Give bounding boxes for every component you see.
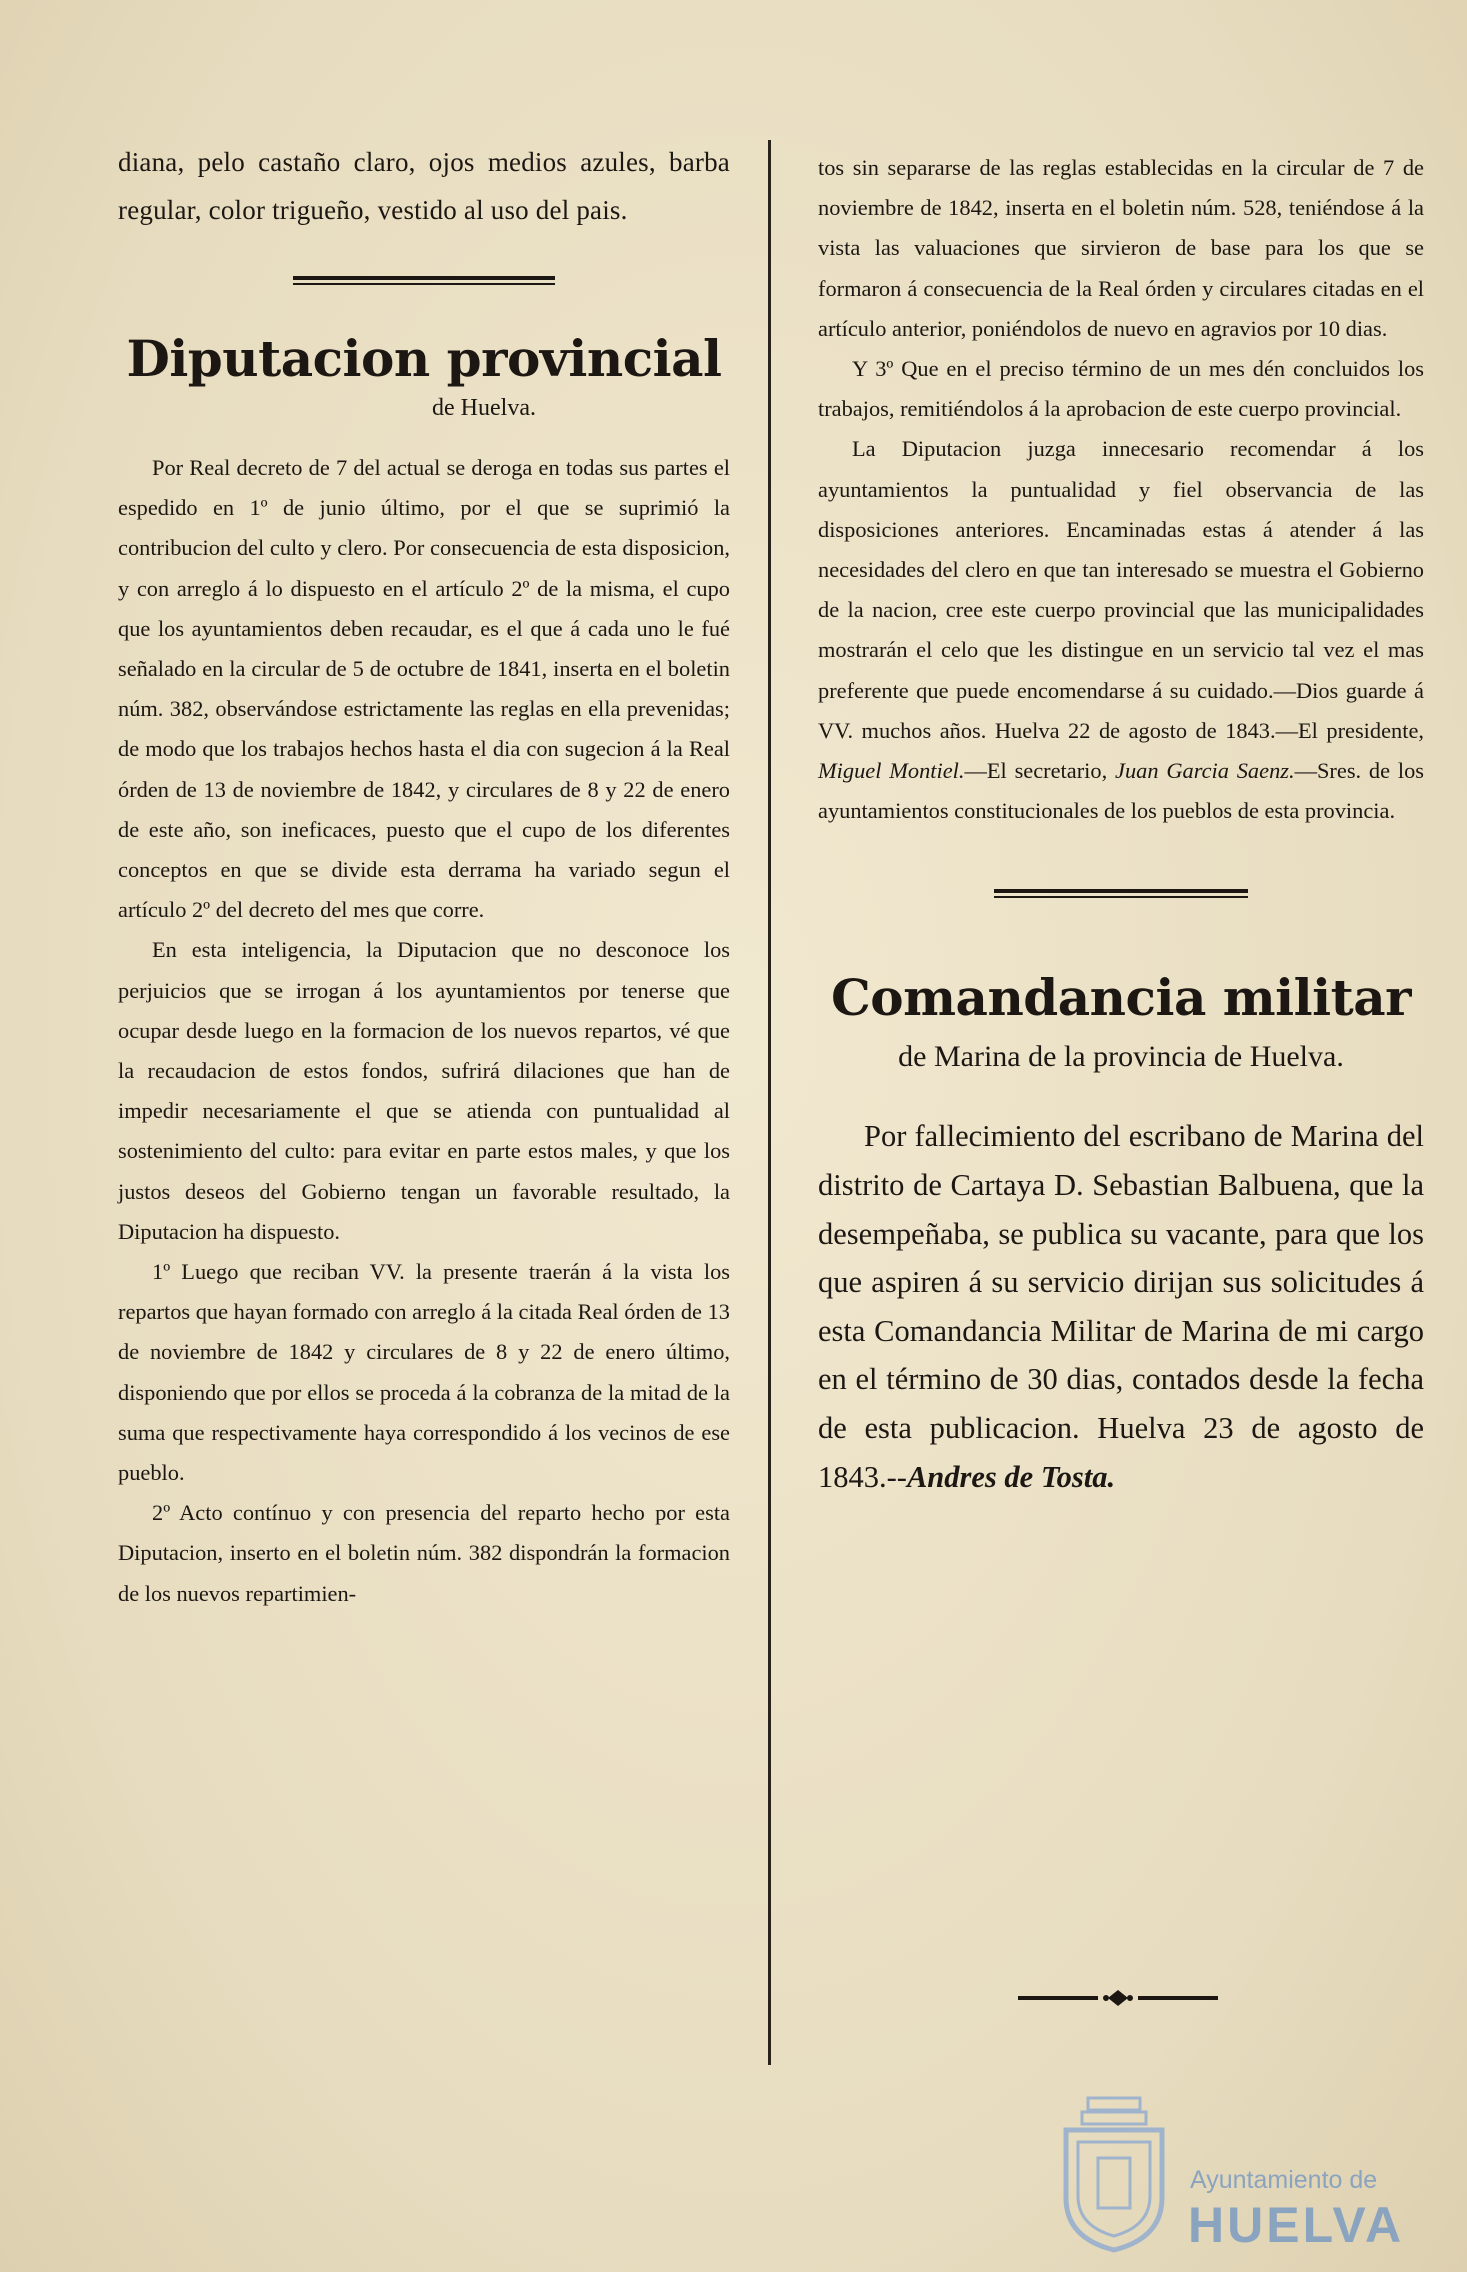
section-rule xyxy=(994,889,1248,898)
signer-secretary: Juan Garcia Saenz. xyxy=(1115,758,1295,784)
watermark-logo xyxy=(1058,2088,1405,2258)
notice-paragraph xyxy=(818,1112,1424,1501)
section-subtitle-comandancia: de Marina de la provincia de Huelva. xyxy=(898,1040,1344,1074)
section-subtitle-diputacion: de Huelva. xyxy=(432,395,536,421)
paragraph-text: —El secretario, xyxy=(964,758,1108,784)
paragraph-text: La Diputacion juzga innecesario recomendar á los ayuntamientos la puntualidad y fiel observancia de las disposiciones anteriores. Encaminadas estas á atender á las necesidades del clero en que tan interesado se muestra el Gobierno de la nacion, cree este cuerpo provincial que las municipalidades mostrarán el celo que les distingue en un servicio tal vez el mas preferente que puede encomendarse á su cuidado.—Dios guarde á VV. muchos años. Huelva 22 de agosto de 1843.—El presidente, xyxy=(818,436,1424,743)
watermark-text-big: HUELVA xyxy=(1188,2197,1405,2253)
section-rule xyxy=(293,276,555,285)
watermark-text-small: Ayuntamiento de xyxy=(1190,2166,1378,2194)
paragraph: 1º Luego que reciban VV. la presente traerán á la vista los repartos que hayan formado con arreglo á la citada Real órden de 13 de noviembre de 1842 y circulares de 8 y 22 de enero último, disponiendo que por ellos se proceda á la cobranza de la mitad de la suma que respectivamente haya correspondido á los vecinos de ese pueblo. xyxy=(118,1259,730,1486)
paragraph: En esta inteligencia, la Diputacion que no desconoce los perjuicios que se irrogan á los ayuntamientos por tenerse que ocupar desde luego en la formacion de los nuevos repartos, vé que la recaudacion de estos fondos, sufrirá dilaciones que han de impedir necesariamente el que se atienda con puntualidad al sostenimiento del culto: para evitar en parte estos males, y que los justos deseos del Gobierno tengan un favorable resultado, la Diputacion ha dispuesto. xyxy=(118,937,730,1244)
paragraph: tos sin separarse de las reglas establecidas en la circular de 7 de noviembre de 1842, inserta en el boletin núm. 528, teniéndose á la vista las valuaciones que sirvieron de base para los que se formaron á consecuencia de la Real órden y circulares citadas en el artículo anterior, poniéndolos de nuevo en agravios por 10 dias. xyxy=(818,155,1424,341)
coat-of-arms-icon xyxy=(1058,2088,1170,2254)
paragraph xyxy=(818,429,1424,831)
section-title-comandancia: Comandancia militar xyxy=(831,968,1411,1028)
right-column xyxy=(818,148,1424,1501)
left-column xyxy=(118,138,730,1614)
notice-signer: Andres de Tosta. xyxy=(906,1459,1116,1494)
paragraph-text: —Sres. de los ayuntamientos constitucionales de los pueblos de esta provincia. xyxy=(818,758,1425,824)
column-divider xyxy=(768,140,771,2065)
paragraph: Y 3º Que en el preciso término de un mes dén concluidos los trabajos, remitiéndolos á la aprobacion de este cuerpo provincial. xyxy=(818,356,1424,422)
section-title-diputacion: Diputacion provincial xyxy=(126,329,722,388)
notice-text: Por fallecimiento del escribano de Marina del distrito de Cartaya D. Sebastian Balbuena, que la desempeñaba, se publica su vacante, para que los que aspiren á su servicio dirijan sus solicitudes á esta Comandancia Militar de Marina de mi cargo en el término de 30 dias, contados desde la fecha de esta publicacion. Huelva 23 de agosto de 1843.-- xyxy=(818,1119,1424,1494)
paragraph: 2º Acto contínuo y con presencia del reparto hecho por esta Diputacion, inserto en el boletin núm. 382 dispondrán la formacion de los nuevos repartimien- xyxy=(118,1500,730,1606)
intro-text: diana, pelo castaño claro, ojos medios azules, barba regular, color trigueño, vestido al uso del pais. xyxy=(118,147,730,225)
ornament-divider xyxy=(1018,1986,1218,2010)
signer-president: Miguel Montiel. xyxy=(818,758,965,784)
paragraph: Por Real decreto de 7 del actual se deroga en todas sus partes el espedido en 1º de junio último, por el que se suprimió la contribucion del culto y clero. Por consecuencia de esta disposicion, y con arreglo á lo dispuesto en el artículo 2º de la misma, el cupo que los ayuntamientos deben recaudar, es el que á cada uno le fué señalado en la circular de 5 de octubre de 1841, inserta en el boletin núm. 382, observándose estrictamente las reglas en ella prevenidas; de modo que los trabajos hechos hasta el dia con sugecion á la Real órden de 13 de noviembre de 1842, y circulares de 8 y 22 de enero de este año, son ineficaces, puesto que el cupo de los diferentes conceptos en que se divide esta derrama ha variado segun el artículo 2º del decreto del mes que corre. xyxy=(118,455,730,923)
